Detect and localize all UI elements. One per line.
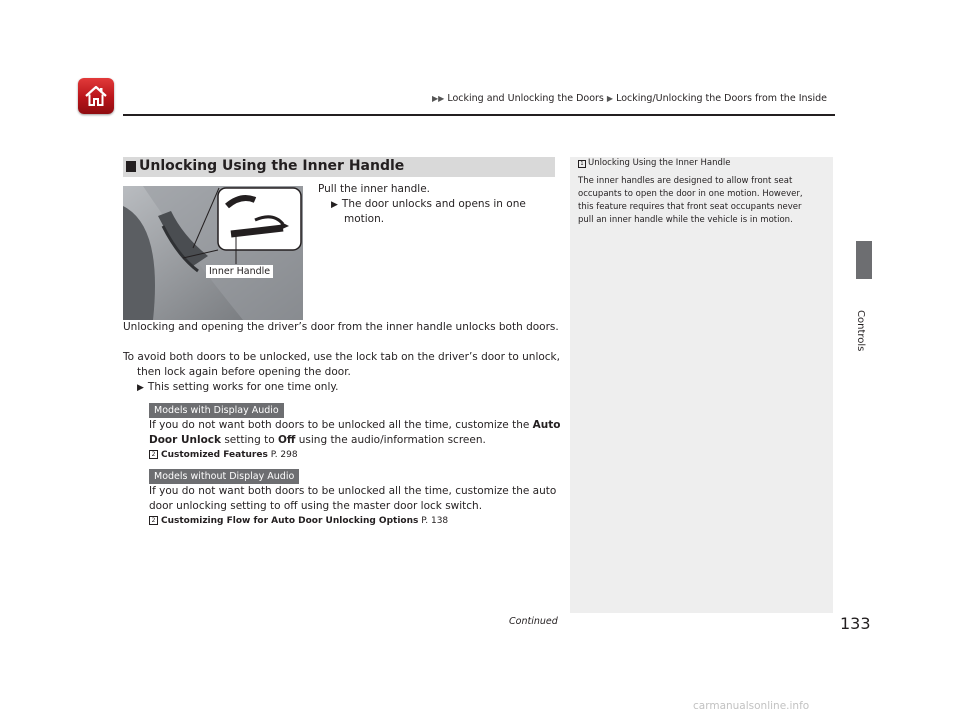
display-audio-text-line-2: Door Unlock setting to Off using the audio/information screen. (149, 434, 486, 446)
breadcrumb-item[interactable]: Locking and Unlocking the Doors (447, 93, 604, 104)
model-badge-display-audio: Models with Display Audio (149, 403, 284, 418)
step-text: Pull the inner handle. (318, 183, 431, 195)
section-bullet-icon (126, 161, 136, 172)
section-heading (123, 157, 555, 177)
paragraph-line: To avoid both doors to be unlocked, use the lock tab on the driver’s door to unlock, (123, 351, 560, 363)
breadcrumb-arrow-icon: ▶▶ (432, 94, 445, 103)
note-icon: 1 (578, 160, 586, 168)
display-audio-text-line: If you do not want both doors to be unlocked all the time, customize the Auto (149, 419, 561, 431)
home-icon (83, 83, 109, 109)
sidebar-note-line: this feature requires that front seat occupants never (578, 202, 802, 212)
sidebar-note-line: The inner handles are designed to allow front seat (578, 176, 793, 186)
note-arrow-icon: ▶ (137, 383, 144, 393)
inner-handle-callout: Inner Handle (206, 265, 273, 278)
model-badge-no-display-audio: Models without Display Audio (149, 469, 299, 484)
sidebar-note-line: occupants to open the door in one motion. However, (578, 189, 803, 199)
paragraph: Unlocking and opening the driver’s door from the inner handle unlocks both doors. (123, 321, 559, 333)
no-display-audio-text-line-2: door unlocking setting to off using the master door lock switch. (149, 500, 483, 512)
chapter-tab-label[interactable]: Controls (855, 310, 866, 352)
door-interior-illustration (123, 186, 303, 320)
note-line: ▶ This setting works for one time only. (137, 381, 339, 393)
paragraph-line: then lock again before opening the door. (137, 366, 351, 378)
home-button[interactable] (78, 78, 114, 114)
cross-reference-link[interactable]: 2 Customized Features P. 298 (149, 450, 298, 460)
section-title: Unlocking Using the Inner Handle (139, 158, 405, 174)
header-rule (123, 114, 835, 116)
sidebar-note-line: pull an inner handle while the vehicle is in motion. (578, 215, 793, 225)
sidebar-note-body (578, 175, 828, 227)
continued-label: Continued (509, 616, 558, 627)
door-handle-figure (123, 186, 303, 320)
step-result-line-2: motion. (344, 213, 385, 225)
reference-icon: 2 (149, 516, 158, 525)
breadcrumb (432, 93, 827, 104)
page-number: 133 (840, 614, 871, 633)
cross-reference-link[interactable]: 2 Customizing Flow for Auto Door Unlocking Options P. 138 (149, 516, 448, 526)
result-arrow-icon: ▶ (331, 200, 338, 210)
breadcrumb-item[interactable]: Locking/Unlocking the Doors from the Inside (616, 93, 827, 104)
no-display-audio-text-line: If you do not want both doors to be unlocked all the time, customize the auto (149, 485, 557, 497)
breadcrumb-arrow-icon: ▶ (606, 94, 614, 103)
chapter-tab-marker[interactable] (856, 241, 872, 279)
reference-icon: 2 (149, 450, 158, 459)
sidebar-note-title: 1 Unlocking Using the Inner Handle (578, 158, 730, 168)
watermark: carmanualsonline.info (693, 700, 810, 712)
step-result-line: ▶ The door unlocks and opens in one (331, 198, 526, 210)
